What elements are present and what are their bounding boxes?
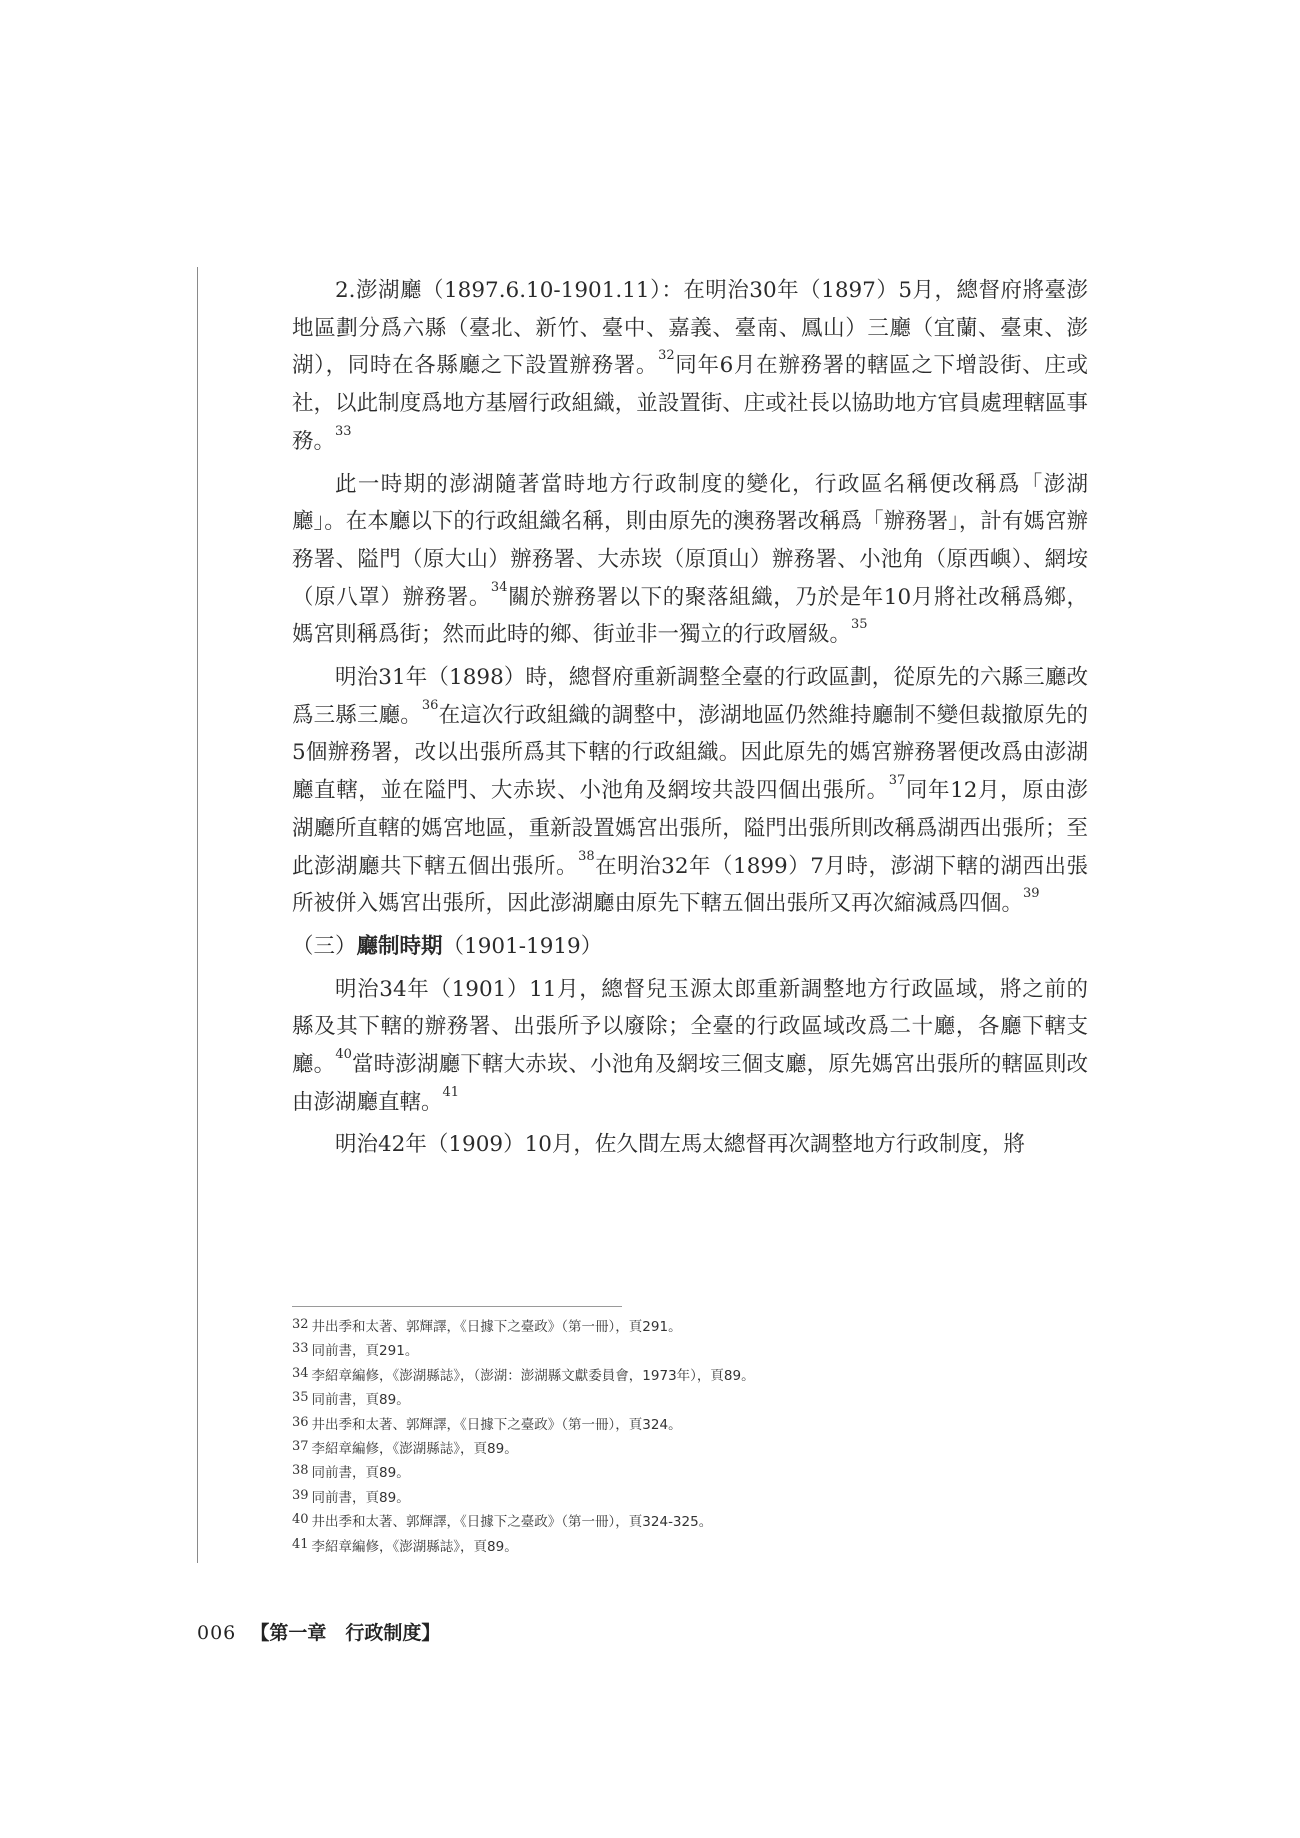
footnote-number: 41 <box>292 1536 309 1552</box>
section-prefix: （三） <box>292 933 357 959</box>
paragraph-text: 當時澎湖廳下轄大赤崁、小池角及網垵三個支廳，原先媽宮出張所的轄區則改由澎湖廳直轄。 <box>292 1052 1088 1115</box>
footnote-text: 井出季和太著、郭輝譯，《日據下之臺政》（第一冊），頁324。 <box>311 1416 682 1433</box>
paragraph <box>292 659 1088 923</box>
footnote-ref[interactable]: 36 <box>421 697 439 713</box>
body-text <box>292 272 1088 1169</box>
paragraph-text: 此一時期的澎湖隨著當時地方行政制度的變化，行政區名稱便改稱爲「澎湖廳」。在本廳以下的行政組織名稱，則由原先的澳務署改稱爲「辦務署」，計有媽宮辦務署、隘門（原大山）辦務署、大赤崁（原頂山）辦務署、小池角（原西嶼）、網垵（原八罩）辦務署。 <box>292 471 1088 610</box>
section-title: 廳制時期 <box>356 933 443 959</box>
paragraph-text: 關於辦務署以下的聚落組織，乃於是年10月將社改稱爲鄉，媽宮則稱爲街；然而此時的鄉、街並非一獨立的行政層級。 <box>292 584 1088 648</box>
footnote <box>292 1387 1092 1411</box>
paragraph-text: 2.澎湖廳（1897.6.10-1901.11）：在明治30年（1897）5月，總督府將臺澎地區劃分爲六縣（臺北、新竹、臺中、嘉義、臺南、鳳山）三廳（宜蘭、臺東、澎湖），同時在各縣廳之下設置辦務署。 <box>292 278 1088 379</box>
footnote-ref[interactable]: 40 <box>335 1047 352 1063</box>
section-years: （1901-1919） <box>442 933 603 959</box>
page-number: 006 <box>197 1622 237 1644</box>
footnote-ref[interactable]: 34 <box>490 579 508 595</box>
footnote-number: 40 <box>292 1512 309 1528</box>
paragraph-text: 明治31年（1898）時，總督府重新調整全臺的行政區劃，從原先的六縣三廳改爲三縣三廳。 <box>292 665 1088 728</box>
footnote <box>292 1314 1092 1338</box>
footnote-number: 34 <box>292 1365 309 1381</box>
paragraph <box>292 466 1088 655</box>
margin-rule <box>197 267 198 1563</box>
footnote-number: 32 <box>292 1317 309 1332</box>
paragraph-text: 同年12月，原由澎湖廳所直轄的媽宮地區，重新設置媽宮出張所，隘門出張所則改稱爲湖西出張所；至此澎湖廳共下轄五個出張所。 <box>292 778 1088 879</box>
paragraph-text: 同年6月在辦務署的轄區之下增設街、庄或社，以此制度爲地方基層行政組織，並設置街、庄或社長以協助地方官員處理轄區事務。 <box>292 353 1088 454</box>
footnote-ref[interactable]: 39 <box>1023 886 1040 902</box>
paragraph <box>292 1126 1088 1164</box>
footnote-text: 同前書，頁89。 <box>311 1392 410 1409</box>
paragraph-text: 在明治32年（1899）7月時，澎湖下轄的湖西出張所被併入媽宮出張所，因此澎湖廳由原先下轄五個出張所又再次縮減爲四個。 <box>292 853 1088 917</box>
paragraph-text: 明治34年（1901）11月，總督兒玉源太郎重新調整地方行政區域，將之前的縣及其下轄的辦務署、出張所予以廢除；全臺的行政區域改爲二十廳，各廳下轄支廳。 <box>292 976 1088 1078</box>
footnote <box>292 1509 1092 1533</box>
footnote-number: 33 <box>292 1341 309 1357</box>
footnote-number: 39 <box>292 1487 309 1503</box>
paragraphs-after <box>292 971 1088 1165</box>
footnote-ref[interactable]: 32 <box>658 348 675 364</box>
footnote-text: 井出季和太著、郭輝譯，《日據下之臺政》（第一冊），頁291。 <box>311 1319 682 1335</box>
page-footer <box>197 1618 440 1645</box>
footnote-number: 38 <box>292 1463 309 1479</box>
footnote-ref[interactable]: 38 <box>578 848 595 864</box>
chapter-title: 【第一章 行政制度】 <box>250 1622 441 1644</box>
footnote-text: 井出季和太著、郭輝譯，《日據下之臺政》（第一冊），頁324-325。 <box>311 1514 713 1531</box>
footnote-text: 李紹章編修，《澎湖縣誌》，頁89。 <box>311 1538 518 1555</box>
footnote-ref[interactable]: 41 <box>442 1084 460 1100</box>
paragraph <box>292 272 1088 461</box>
footnote-ref[interactable]: 37 <box>888 773 906 789</box>
footnote-text: 同前書，頁89。 <box>311 1489 410 1506</box>
footnote-separator <box>292 1306 622 1307</box>
footnote-text: 同前書，頁89。 <box>311 1465 410 1482</box>
paragraph-text: 明治42年（1909）10月，佐久間左馬太總督再次調整地方行政制度，將 <box>335 1132 1025 1158</box>
footnote <box>292 1485 1092 1509</box>
footnote-ref[interactable]: 35 <box>851 617 868 633</box>
footnote <box>292 1412 1092 1436</box>
footnote-text: 李紹章編修，《澎湖縣誌》，頁89。 <box>311 1441 518 1458</box>
section-heading <box>292 928 1088 966</box>
footnote <box>292 1534 1092 1558</box>
footnote-number: 37 <box>292 1439 309 1455</box>
footnote <box>292 1436 1092 1460</box>
paragraph <box>292 971 1088 1122</box>
footnote-number: 35 <box>292 1390 309 1406</box>
footnote <box>292 1338 1092 1362</box>
paragraph-text: 在這次行政組織的調整中，澎湖地區仍然維持廳制不變但裁撤原先的5個辦務署，改以出張所爲其下轄的行政組織。因此原先的媽宮辦務署便改爲由澎湖廳直轄，並在隘門、大赤崁、小池角及網垵共設四個出張所。 <box>292 702 1088 804</box>
footnote <box>292 1363 1092 1387</box>
footnote-text: 同前書，頁291。 <box>311 1343 419 1360</box>
footnote <box>292 1460 1092 1484</box>
footnote-number: 36 <box>292 1414 309 1430</box>
footnote-ref[interactable]: 33 <box>335 423 352 439</box>
footnotes <box>292 1314 1092 1558</box>
paragraphs-before <box>292 272 1088 923</box>
footnote-text: 李紹章編修，《澎湖縣誌》，（澎湖：澎湖縣文獻委員會，1973年），頁89。 <box>311 1367 755 1384</box>
